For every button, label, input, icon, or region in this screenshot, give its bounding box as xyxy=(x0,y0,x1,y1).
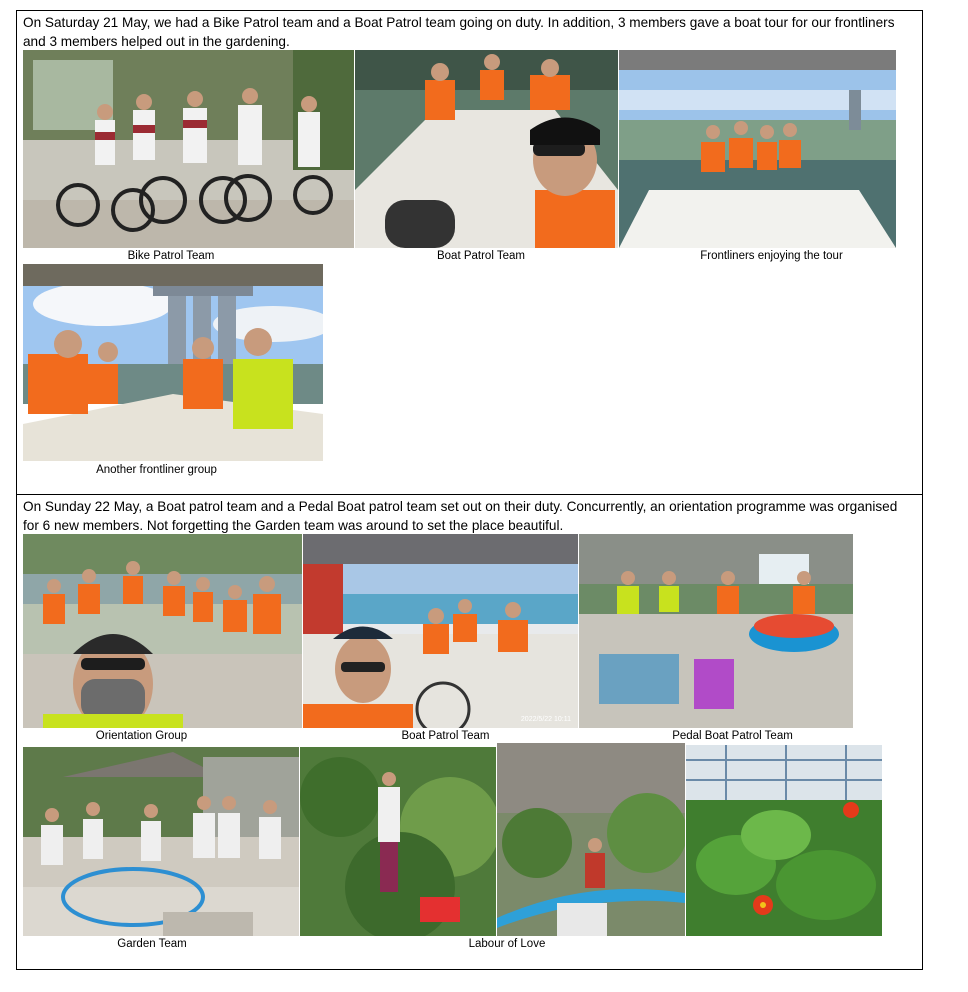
caption-another-frontliner-group: Another frontliner group xyxy=(96,464,217,476)
caption-labour-of-love: Labour of Love xyxy=(468,938,546,950)
photo-orientation-group xyxy=(23,534,302,728)
section-intro-text: On Saturday 21 May, we had a Bike Patrol team and a Boat Patrol team going on duty. In addition, 3 members gave a boat tour for our frontliners and 3 members helped out in the gardening. xyxy=(23,15,895,49)
caption-garden-team: Garden Team xyxy=(117,938,187,950)
caption-pedal-boat-patrol: Pedal Boat Patrol Team xyxy=(672,730,793,742)
photo-pedal-boat-patrol xyxy=(579,534,853,728)
caption-orientation-group: Orientation Group xyxy=(95,730,188,742)
caption-bike-patrol: Bike Patrol Team xyxy=(127,250,215,262)
photo-boat-patrol xyxy=(355,50,618,248)
photo-labour-of-love-2 xyxy=(497,743,685,936)
photo-another-frontliner-group xyxy=(23,264,323,461)
photo-labour-of-love-1 xyxy=(300,747,496,936)
photo-boat-patrol-sunday xyxy=(303,534,578,728)
photo-bike-patrol xyxy=(23,50,354,248)
photo-garden-team xyxy=(23,747,299,936)
caption-boat-patrol: Boat Patrol Team xyxy=(436,250,525,262)
photo-timestamp: 2022/5/22 10:11 xyxy=(520,716,571,723)
caption-boat-patrol-sunday: Boat Patrol Team xyxy=(401,730,490,742)
caption-frontliners-tour: Frontliners enjoying the tour xyxy=(700,250,843,262)
section-intro-text: On Sunday 22 May, a Boat patrol team and a Pedal Boat patrol team set out on their duty. Concurrently, an orientation programme was organised for 6 new members. Not forgetting the Garden team was around to set the place beautiful. xyxy=(23,499,898,533)
photo-frontliners-tour xyxy=(619,50,896,248)
photo-labour-of-love-3 xyxy=(686,745,882,936)
